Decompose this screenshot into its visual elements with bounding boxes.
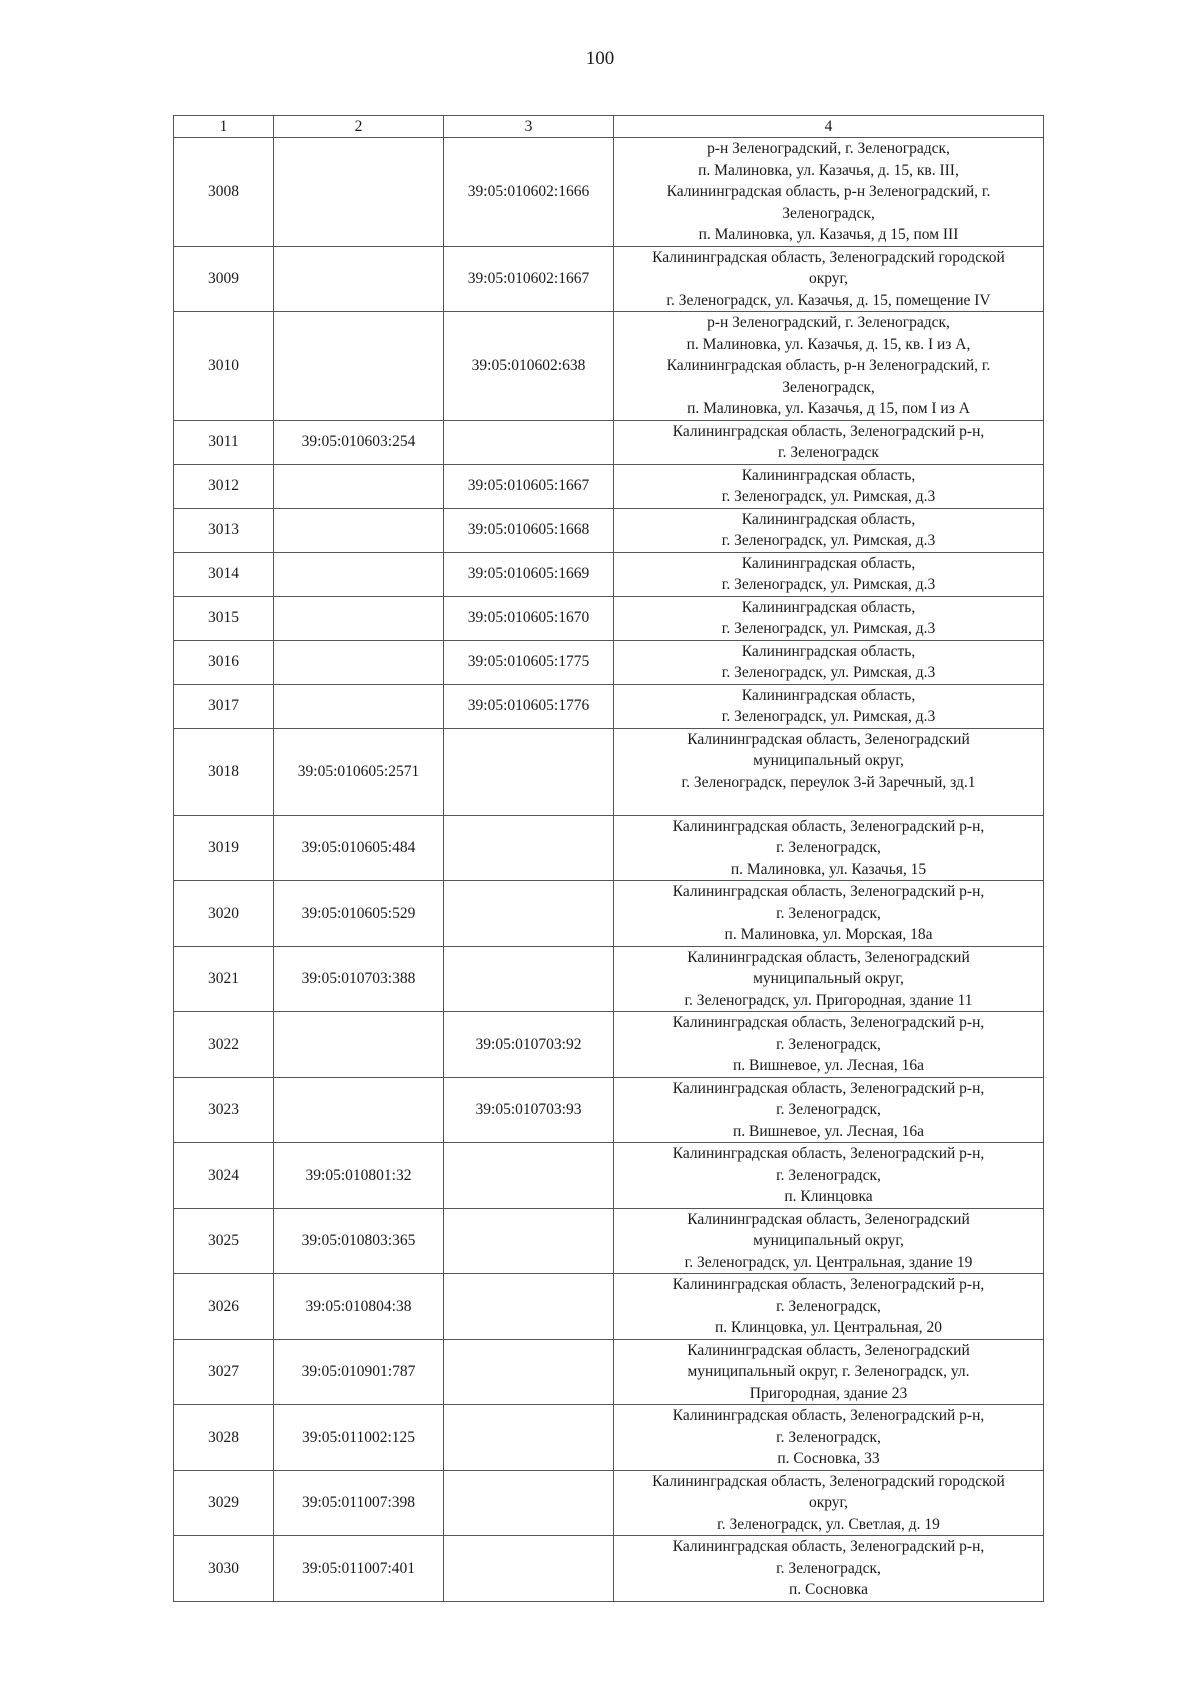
address-line: Калининградская область, Зеленоградский р-н, [672,817,985,835]
cadastral-number-cell-col2 [274,508,444,552]
table-row [174,1536,1044,1602]
address-line: г. Зеленоградск, ул. Римская, д.3 [721,664,936,681]
address-cell [614,138,1044,247]
address-cell [614,1077,1044,1143]
cadastral-number-cell-col2: 39:05:010605:529 [274,881,444,947]
address-line: Калининградская область, Зеленоградский [687,730,970,748]
address-line: г. Зеленоградск, [776,1166,881,1184]
address-cell [614,1274,1044,1340]
registry-table [173,115,1044,1602]
table-row [174,552,1044,596]
address-line: Калининградская область, [741,466,916,484]
cadastral-number-cell-col2: 39:05:010605:484 [274,815,444,881]
table-row [174,1405,1044,1471]
address-line: Калининградская область, Зеленоградский [687,1341,970,1359]
cadastral-number-cell-col3 [444,946,614,1012]
address-cell [614,815,1044,881]
address-line: п. Клинцовка [784,1188,873,1205]
table-row [174,815,1044,881]
address-line: округ, [808,270,849,287]
row-number-cell: 3023 [174,1077,274,1143]
row-number-cell: 3025 [174,1208,274,1274]
cadastral-number-cell-col2 [274,640,444,684]
address-line: г. Зеленоградск, ул. Римская, д.3 [721,576,936,593]
table-row [174,138,1044,247]
address-line: Калининградская область, р-н Зеленоградский, г. [666,183,991,200]
cadastral-number-cell-col2: 39:05:010605:2571 [274,728,444,815]
address-cell [614,1405,1044,1471]
row-number-cell: 3013 [174,508,274,552]
cadastral-number-cell-col3 [444,420,614,464]
address-line: Калининградская область, Зеленоградский р-н, [672,1014,985,1031]
cadastral-number-cell-col3: 39:05:010602:638 [444,312,614,421]
address-cell [614,1143,1044,1209]
address-line: Калининградская область, Зеленоградский городской [652,248,1005,266]
address-line [617,793,1040,815]
column-header-1: 1 [174,116,274,138]
address-line: Калининградская область, Зеленоградский [687,1210,970,1228]
column-header-4: 4 [614,116,1044,138]
row-number-cell: 3012 [174,464,274,508]
address-line: Калининградская область, Зеленоградский р-н, [672,883,985,900]
table-row [174,1470,1044,1536]
address-cell [614,1012,1044,1078]
table-row [174,1274,1044,1340]
table-header-row [174,116,1044,138]
table-row [174,728,1044,815]
cadastral-number-cell-col2: 39:05:010801:32 [274,1143,444,1209]
address-cell [614,881,1044,947]
cadastral-number-cell-col2 [274,552,444,596]
address-line: г. Зеленоградск [778,444,879,461]
table-row [174,464,1044,508]
table-row [174,1077,1044,1143]
table-row [174,640,1044,684]
row-number-cell: 3026 [174,1274,274,1340]
cadastral-number-cell-col3: 39:05:010602:1666 [444,138,614,247]
address-line: п. Малиновка, ул. Казачья, д 15, пом III [698,226,959,243]
address-line: г. Зеленоградск, ул. Римская, д.3 [721,620,936,637]
cadastral-number-cell-col3: 39:05:010605:1669 [444,552,614,596]
table-row [174,1339,1044,1405]
column-header-2: 2 [274,116,444,138]
table-row [174,508,1044,552]
address-line: Калининградская область, Зеленоградский городской [652,1472,1005,1490]
address-cell [614,596,1044,640]
row-number-cell: 3011 [174,420,274,464]
cadastral-number-cell-col3 [444,1208,614,1274]
address-line: п. Малиновка, ул. Казачья, д 15, пом I из А [687,400,970,417]
table-row [174,596,1044,640]
address-line: п. Сосновка [789,1581,868,1598]
table-row [174,1012,1044,1078]
address-cell [614,946,1044,1012]
address-cell [614,1536,1044,1602]
cadastral-number-cell-col3 [444,1274,614,1340]
column-header-3: 3 [444,116,614,138]
cadastral-number-cell-col2 [274,312,444,421]
cadastral-number-cell-col2 [274,684,444,728]
address-line: п. Малиновка, ул. Морская, 18а [724,926,933,943]
address-cell [614,1339,1044,1405]
address-line: р-н Зеленоградский, г. Зеленоградск, [707,314,950,331]
address-line: Калининградская область, [741,510,916,528]
cadastral-number-cell-col2: 39:05:011002:125 [274,1405,444,1471]
address-line: г. Зеленоградск, [776,1035,881,1053]
row-number-cell: 3030 [174,1536,274,1602]
row-number-cell: 3010 [174,312,274,421]
table-row [174,420,1044,464]
cadastral-number-cell-col2 [274,464,444,508]
address-line: г. Зеленоградск, ул. Светлая, д. 19 [717,1515,940,1533]
row-number-cell: 3028 [174,1405,274,1471]
address-cell [614,508,1044,552]
cadastral-number-cell-col2: 39:05:010703:388 [274,946,444,1012]
cadastral-number-cell-col2 [274,246,444,312]
cadastral-number-cell-col3: 39:05:010605:1776 [444,684,614,728]
address-line: округ, [808,1494,849,1511]
address-line: п. Вишневое, ул. Лесная, 16а [732,1057,925,1074]
cadastral-number-cell-col2: 39:05:010901:787 [274,1339,444,1405]
address-line: п. Клинцовка, ул. Центральная, 20 [714,1319,942,1336]
cadastral-number-cell-col2: 39:05:010804:38 [274,1274,444,1340]
cadastral-number-cell-col2: 39:05:011007:401 [274,1536,444,1602]
cadastral-number-cell-col3 [444,815,614,881]
cadastral-number-cell-col3 [444,1143,614,1209]
cadastral-number-cell-col3: 39:05:010605:1670 [444,596,614,640]
cadastral-number-cell-col2 [274,1077,444,1143]
address-cell [614,640,1044,684]
row-number-cell: 3008 [174,138,274,247]
cadastral-number-cell-col2: 39:05:010803:365 [274,1208,444,1274]
address-line: Калининградская область, р-н Зеленоградский, г. [666,357,991,374]
row-number-cell: 3017 [174,684,274,728]
row-number-cell: 3009 [174,246,274,312]
table-row [174,684,1044,728]
table-row [174,881,1044,947]
address-line: г. Зеленоградск, [776,1101,881,1118]
address-line: п. Сосновка, 33 [777,1450,880,1467]
address-cell [614,312,1044,421]
address-line: г. Зеленоградск, ул. Центральная, здание 19 [684,1253,973,1271]
address-line: г. Зеленоградск, переулок 3-й Заречный, зд.1 [681,773,976,791]
address-line: Зеленоградск, [782,204,875,222]
address-line: Калининградская область, [741,686,916,704]
row-number-cell: 3021 [174,946,274,1012]
address-cell [614,728,1044,815]
row-number-cell: 3027 [174,1339,274,1405]
address-line: Пригородная, здание 23 [749,1384,908,1402]
address-line: п. Вишневое, ул. Лесная, 16а [732,1122,925,1140]
cadastral-number-cell-col2: 39:05:010603:254 [274,420,444,464]
address-line: муниципальный округ, [753,1232,904,1249]
address-line: г. Зеленоградск, [776,904,881,922]
row-number-cell: 3014 [174,552,274,596]
row-number-cell: 3024 [174,1143,274,1209]
row-number-cell: 3018 [174,728,274,815]
cadastral-number-cell-col3: 39:05:010605:1668 [444,508,614,552]
cadastral-number-cell-col3: 39:05:010605:1667 [444,464,614,508]
cadastral-number-cell-col3: 39:05:010703:93 [444,1077,614,1143]
address-line: Калининградская область, Зеленоградский р-н, [672,1079,985,1097]
cadastral-number-cell-col2 [274,138,444,247]
address-line: муниципальный округ, [753,752,904,769]
address-line: Калининградская область, Зеленоградский р-н, [672,1407,985,1424]
address-cell [614,1208,1044,1274]
row-number-cell: 3020 [174,881,274,947]
cadastral-number-cell-col3 [444,1536,614,1602]
table-row [174,1143,1044,1209]
address-line: п. Малиновка, ул. Казачья, 15 [730,860,927,878]
address-line: г. Зеленоградск, ул. Казачья, д. 15, помещение IV [666,291,991,309]
address-line: Калининградская область, Зеленоградский р-н, [672,422,985,440]
address-line: г. Зеленоградск, [776,1559,881,1577]
address-line: г. Зеленоградск, ул. Пригородная, здание 11 [684,991,973,1009]
address-line: п. Малиновка, ул. Казачья, д. 15, кв. I из А, [686,335,971,353]
address-cell [614,1470,1044,1536]
address-cell [614,684,1044,728]
registry-table-body [174,116,1044,1602]
cadastral-number-cell-col3 [444,1470,614,1536]
address-line: Калининградская область, [741,598,916,616]
address-line: р-н Зеленоградский, г. Зеленоградск, [707,140,950,157]
table-row [174,946,1044,1012]
row-number-cell: 3022 [174,1012,274,1078]
cadastral-number-cell-col2 [274,596,444,640]
address-line: п. Малиновка, ул. Казачья, д. 15, кв. III, [698,161,959,179]
address-line: г. Зеленоградск, [776,1428,881,1446]
table-row [174,246,1044,312]
cadastral-number-cell-col3 [444,728,614,815]
address-line: г. Зеленоградск, [776,839,881,856]
row-number-cell: 3019 [174,815,274,881]
address-cell [614,552,1044,596]
row-number-cell: 3016 [174,640,274,684]
address-line: г. Зеленоградск, [776,1297,881,1315]
address-line: Калининградская область, [741,642,916,660]
address-line: Калининградская область, [741,554,916,572]
address-line: г. Зеленоградск, ул. Римская, д.3 [721,488,936,505]
cadastral-number-cell-col2 [274,1012,444,1078]
cadastral-number-cell-col3 [444,881,614,947]
cadastral-number-cell-col3: 39:05:010602:1667 [444,246,614,312]
address-line: Калининградская область, Зеленоградский [687,948,970,966]
address-cell [614,464,1044,508]
address-line: Калининградская область, Зеленоградский р-н, [672,1538,985,1555]
address-line: г. Зеленоградск, ул. Римская, д.3 [721,532,936,549]
address-line: Калининградская область, Зеленоградский р-н, [672,1145,985,1162]
address-line: муниципальный округ, [753,970,904,987]
cadastral-number-cell-col3 [444,1339,614,1405]
address-line: г. Зеленоградск, ул. Римская, д.3 [721,708,936,725]
cadastral-number-cell-col3: 39:05:010703:92 [444,1012,614,1078]
cadastral-number-cell-col3 [444,1405,614,1471]
cadastral-number-cell-col3: 39:05:010605:1775 [444,640,614,684]
address-cell [614,246,1044,312]
address-line: Зеленоградск, [782,378,875,396]
page-number: 100 [585,48,615,69]
address-line: муниципальный округ, г. Зеленоградск, ул. [687,1363,970,1380]
row-number-cell: 3029 [174,1470,274,1536]
address-line: Калининградская область, Зеленоградский р-н, [672,1276,985,1293]
address-cell [614,420,1044,464]
table-row [174,312,1044,421]
table-row [174,1208,1044,1274]
cadastral-number-cell-col2: 39:05:011007:398 [274,1470,444,1536]
row-number-cell: 3015 [174,596,274,640]
